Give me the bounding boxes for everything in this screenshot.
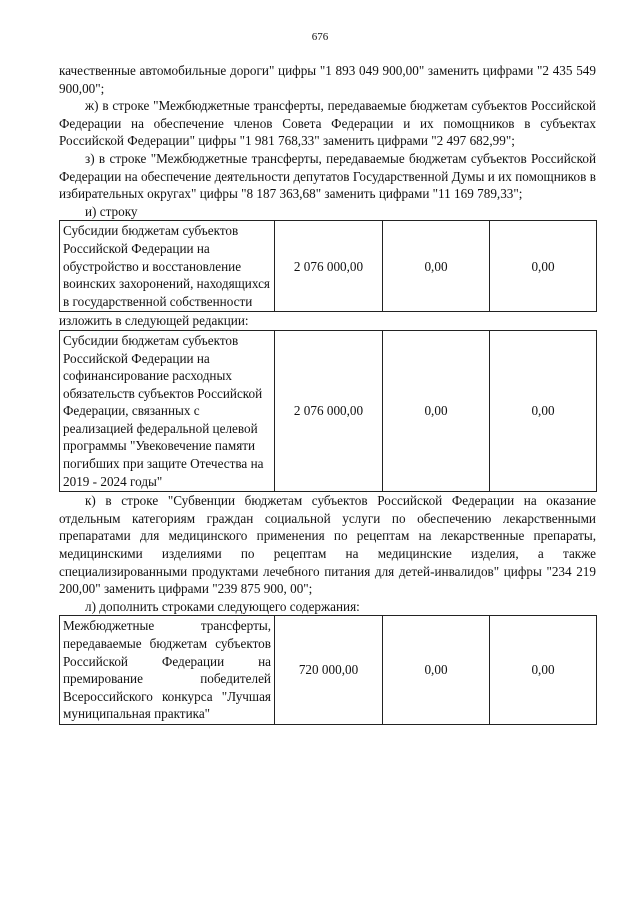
row-value-1: 2 076 000,00: [275, 330, 383, 491]
paragraph-replace-intro: изложить в следующей редакции:: [59, 313, 249, 329]
table-row: [60, 616, 597, 725]
row-value-2: 0,00: [383, 221, 490, 312]
row-value-2: 0,00: [383, 330, 490, 491]
paragraph-l: л) дополнить строками следующего содержания:: [85, 598, 360, 614]
amendment-table-added: [59, 615, 597, 725]
amendment-table-original: [59, 220, 597, 312]
paragraph-e-continuation: качественные автомобильные дороги" цифры "1 893 049 900,00" заменить цифрами "2 435 549 900,00";: [59, 63, 596, 96]
paragraph-k: к) в строке "Субвенции бюджетам субъектов Российской Федерации на оказание отдельным категориям граждан социальной услуги по обеспечению лекарственными препаратами для медицинского применения по рецептам на лекарственные препараты, медицинскими изделиями по рецептам на медицинские изделия, а также специализированными продуктами лечебного питания для детей-инвалидов" цифры "234 219 200,00" заменить цифрами "239 875 900, 00";: [59, 493, 596, 597]
row-description: Субсидии бюджетам субъектов Российской Федерации на софинансирование расходных обязательств субъектов Российской Федерации, связанных с реализацией федеральной целевой программы "Увековечение памяти погибших при защите Отечества на 2019 - 2024 годы": [60, 330, 275, 491]
table-row: [60, 330, 597, 491]
row-value-3: 0,00: [490, 616, 597, 725]
row-value-3: 0,00: [490, 330, 597, 491]
row-value-1: 2 076 000,00: [275, 221, 383, 312]
row-description: Субсидии бюджетам субъектов Российской Федерации на обустройство и восстановление воинских захоронений, находящихся в государственной собственности: [60, 221, 275, 312]
row-value-2: 0,00: [383, 616, 490, 725]
row-description: Межбюджетные трансферты, передаваемые бюджетам субъектов Российской Федерации на премирование победителей Всероссийского конкурса "Лучшая муниципальная практика": [60, 616, 275, 725]
row-value-1: 720 000,00: [275, 616, 383, 725]
page-number: 676: [311, 31, 329, 43]
paragraph-z: з) в строке "Межбюджетные трансферты, передаваемые бюджетам субъектов Российской Федерации на обеспечение деятельности депутатов Государственной Думы и их помощников в избирательных округах" цифры "8 187 363,68" заменить цифрами "11 169 789,33";: [59, 150, 596, 202]
table-row: [60, 221, 597, 312]
paragraph-i: и) строку: [85, 203, 138, 219]
paragraph-zh: ж) в строке "Межбюджетные трансферты, передаваемые бюджетам субъектов Российской Федерации на обеспечение членов Совета Федерации и их помощников в субъектах Российской Федерации" цифры "1 981 768,33" заменить цифрами "2 497 682,99";: [59, 98, 596, 149]
amendment-table-new: [59, 330, 597, 492]
document-body: [59, 62, 596, 725]
row-value-3: 0,00: [490, 221, 597, 312]
